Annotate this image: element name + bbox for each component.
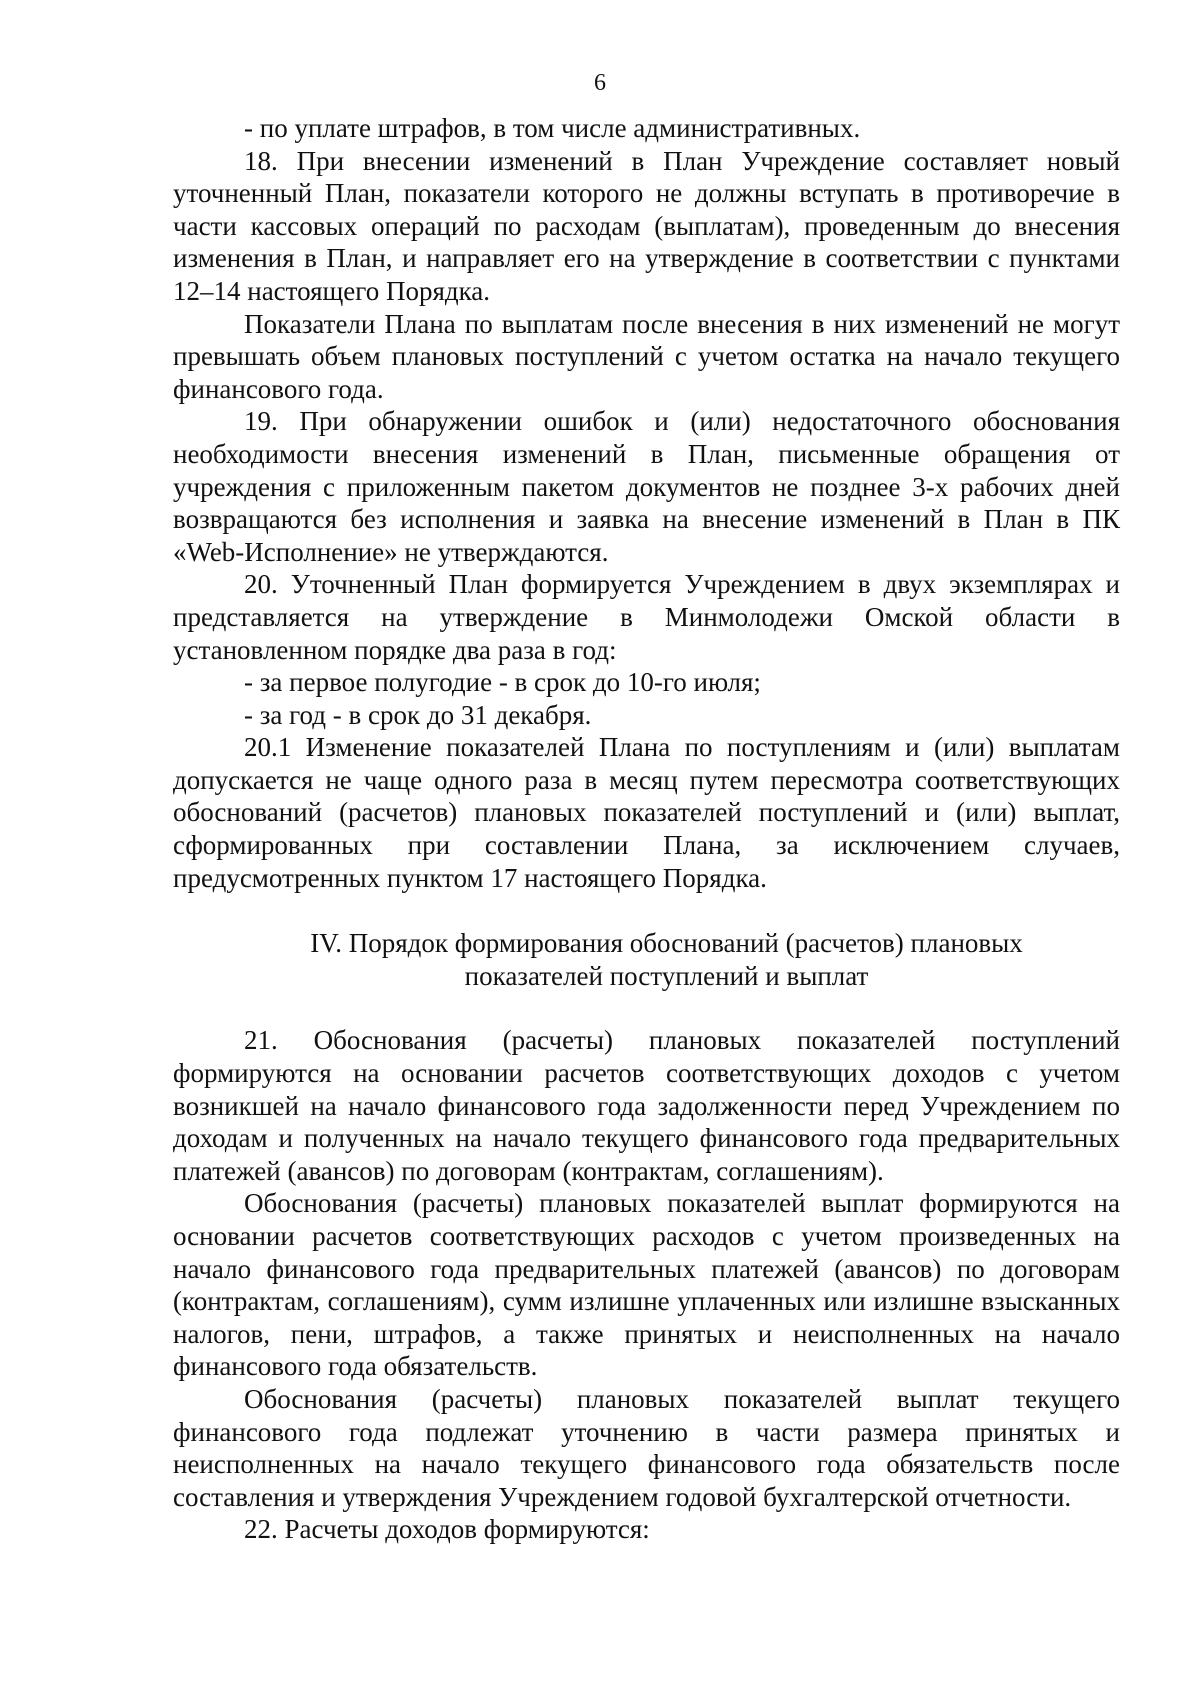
paragraph-item-20-1: 20.1 Изменение показателей Плана по поступлениям и (или) выплатам допускается не чаще одного раза в месяц путем пересмотра соответствующих обоснований (расчетов) плановых показателей поступлений и (или) выплат, сформированных при составлении Плана, за исключением случаев, предусмотренных пунктом 17 настоящего Порядка. [173,732,1120,893]
page-number: 6 [594,70,606,96]
paragraph-item-19: 19. При обнаружении ошибок и (или) недостаточного обоснования необходимости внесения изменений в План, письменные обращения от учреждения с приложенным пакетом документов не позднее 3-х рабочих дней возвращаются без исполнения и заявка на внесение изменений в План в ПК «Web-Исполнение» не утверждаются. [173,406,1120,567]
section-heading-line-1: IV. Порядок формирования обоснований (расчетов) плановых [310,928,1023,959]
section-heading [173,894,1120,1024]
paragraph-current-year-justification: Обоснования (расчеты) плановых показателей выплат текущего финансового года подлежат уточнению в части размера принятых и неисполненных на начало текущего финансового года обязательств после составления и утверждения Учреждением годовой бухгалтерской отчетности. [173,1383,1120,1512]
paragraph-item-18: 18. При внесении изменений в План Учреждение составляет новый уточненный План, показатели которого не должны вступать в противоречие в части кассовых операций по расходам (выплатам), проведенным до внесения изменения в План, и направляет его на утверждение в соответствии с пунктами 12–14 настоящего Порядка. [173,145,1120,306]
section-heading-line-2: показателей поступлений и выплат [464,960,869,991]
paragraph-item-20: 20. Уточненный План формируется Учреждением в двух экземплярах и представляется на утверждение в Минмолодежи Омской области в установленном порядке два раза в год: [173,569,1120,665]
list-item-year: - за год - в срок до 31 декабря. [244,699,592,730]
paragraph-fines: - по уплате штрафов, в том числе административных. [244,113,861,143]
paragraph-plan-indicators: Показатели Плана по выплатам после внесения в них изменений не могут превышать объем плановых поступлений с учетом остатка на начало текущего финансового года. [173,308,1120,404]
list-item-first-half: - за первое полугодие - в срок до 10-го июля; [244,667,761,698]
document-body [173,112,1120,1546]
paragraph-item-22: 22. Расчеты доходов формируются: [244,1514,650,1545]
paragraph-payments-justification: Обоснования (расчеты) плановых показателей выплат формируются на основании расчетов соответствующих расходов с учетом произведенных на начало финансового года предварительных платежей (авансов) по договорам (контрактам, соглашениям), сумм излишне уплаченных или излишне взысканных налогов, пени, штрафов, а также принятых и неисполненных на начало финансового года обязательств. [173,1188,1120,1382]
paragraph-item-21: 21. Обоснования (расчеты) плановых показателей поступлений формируются на основании расчетов соответствующих доходов с учетом возникшей на начало финансового года задолженности перед Учреждением по доходам и полученных на начало текущего финансового года предварительных платежей (авансов) по договорам (контрактам, соглашениям). [173,1025,1120,1186]
